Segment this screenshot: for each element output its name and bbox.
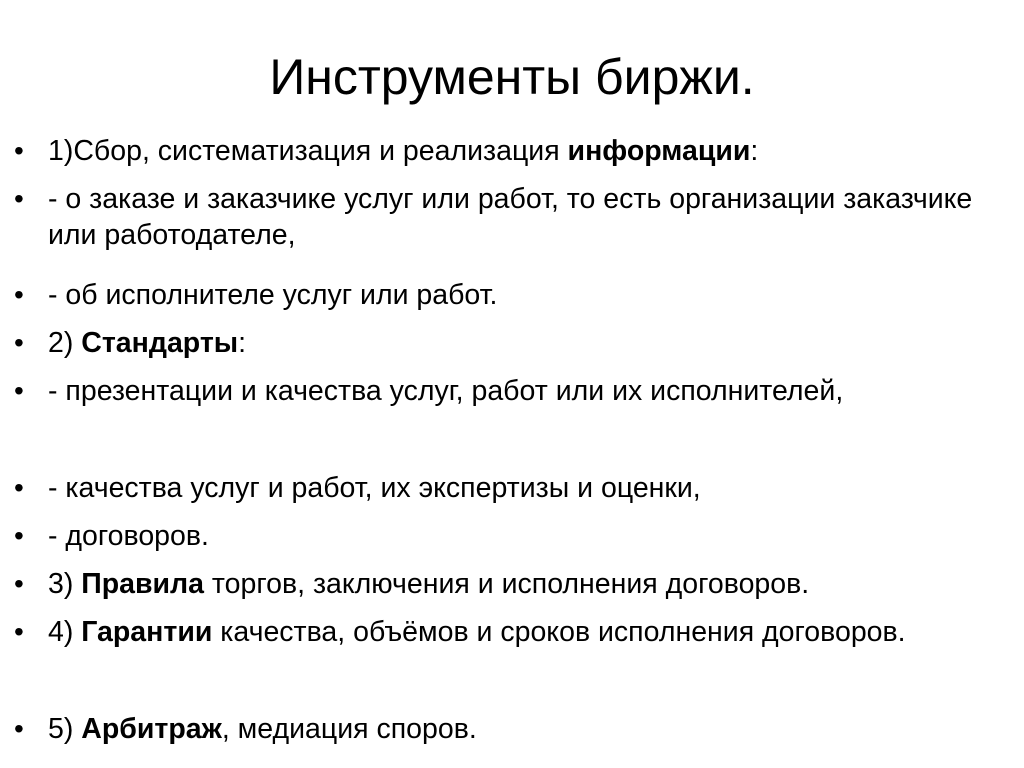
bullet-icon: • — [14, 183, 24, 214]
bullet-text: - качества услуг и работ, их экспертизы и оценки, — [48, 472, 701, 504]
bullet-text: - презентации и качества услуг, работ или их исполнителей, — [48, 375, 844, 407]
bullet-icon: • — [14, 279, 24, 310]
bullet-text: 2) Стандарты: — [48, 327, 247, 359]
bullet-text: 5) Арбитраж, медиация споров. — [48, 713, 477, 745]
slide-title: Инструменты биржи. — [269, 49, 755, 105]
bullet-icon: • — [14, 375, 24, 406]
bullet-icon: • — [14, 616, 24, 647]
bullet-icon: • — [14, 713, 24, 744]
bullet-text: - об исполнителе услуг или работ. — [48, 279, 498, 311]
bullet-icon: • — [14, 520, 24, 551]
bullet-text: 4) Гарантии качества, объёмов и сроков исполнения договоров. — [48, 616, 906, 648]
bullet-icon: • — [14, 135, 24, 166]
bullet-icon: • — [14, 472, 24, 503]
bullet-text: - договоров. — [48, 520, 209, 552]
bullet-text: - о заказе и заказчике услуг или работ, то есть организации заказчике или работодателе, — [48, 183, 973, 251]
bullet-icon: • — [14, 568, 24, 599]
bullet-text: 1)Сбор, систематизация и реализация информации: — [48, 135, 759, 167]
bullet-text: 3) Правила торгов, заключения и исполнения договоров. — [48, 568, 810, 600]
bullet-icon: • — [14, 327, 24, 358]
